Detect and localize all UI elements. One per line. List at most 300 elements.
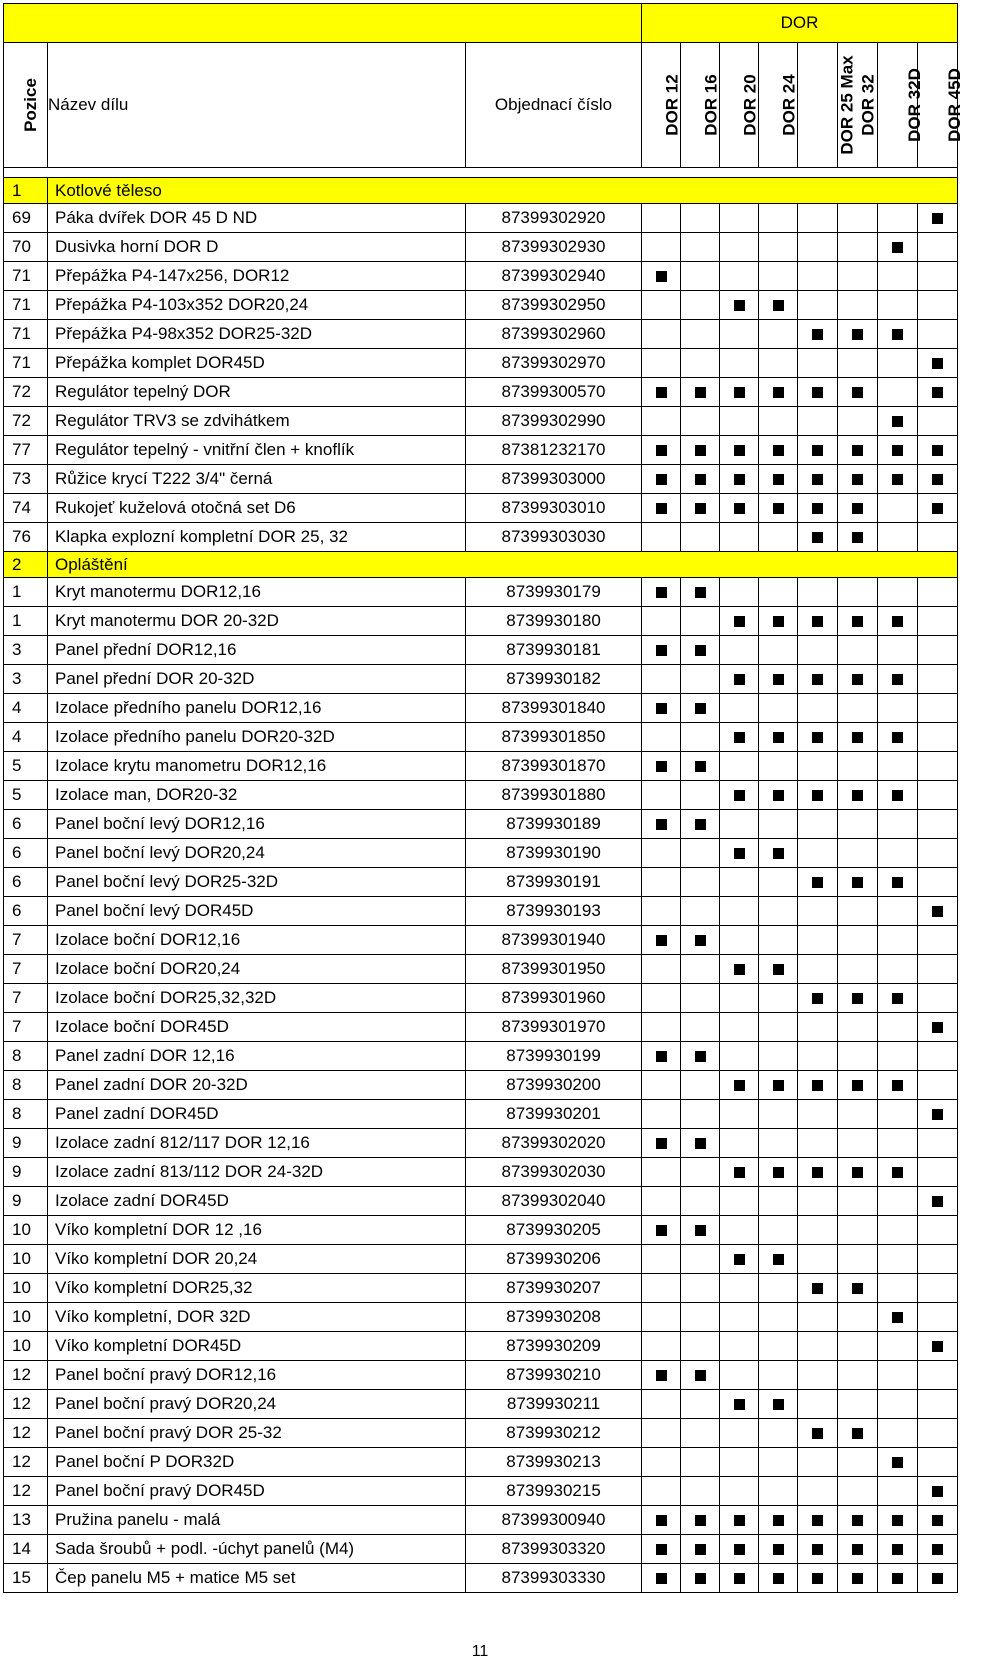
order-number-cell: 87399302040 xyxy=(466,1187,642,1216)
model-cell xyxy=(642,465,681,494)
position-cell: 7 xyxy=(4,984,48,1013)
model-cell xyxy=(838,1158,878,1187)
filled-square-icon xyxy=(812,732,823,743)
order-number-cell: 8739930212 xyxy=(466,1419,642,1448)
filled-square-icon xyxy=(892,1573,903,1584)
position-cell: 5 xyxy=(4,781,48,810)
model-cell xyxy=(642,1274,681,1303)
filled-square-icon xyxy=(892,1515,903,1526)
table-row xyxy=(4,1535,958,1564)
table-row xyxy=(4,723,958,752)
order-number-cell: 87399301950 xyxy=(466,955,642,984)
position-cell: 77 xyxy=(4,436,48,465)
model-cell xyxy=(798,1448,838,1477)
filled-square-icon xyxy=(656,271,667,282)
title-spacer xyxy=(4,4,642,43)
part-name-cell: Panel boční levý DOR45D xyxy=(48,897,466,926)
model-cell xyxy=(720,1448,759,1477)
filled-square-icon xyxy=(932,1341,943,1352)
model-cell xyxy=(681,1390,720,1419)
model-cell xyxy=(798,1100,838,1129)
model-cell xyxy=(878,1506,918,1535)
model-cell xyxy=(759,378,798,407)
model-cell xyxy=(918,868,958,897)
model-cell xyxy=(878,262,918,291)
order-number-cell: 87399301940 xyxy=(466,926,642,955)
position-cell: 71 xyxy=(4,349,48,378)
model-cell xyxy=(838,607,878,636)
order-number-cell: 87399300570 xyxy=(466,378,642,407)
order-number-cell: 8739930193 xyxy=(466,897,642,926)
model-cell xyxy=(918,523,958,552)
model-cell xyxy=(918,984,958,1013)
part-name-cell: Přepážka P4-98x352 DOR25-32D xyxy=(48,320,466,349)
model-cell xyxy=(838,926,878,955)
model-cell xyxy=(838,1535,878,1564)
position-cell: 71 xyxy=(4,262,48,291)
table-row xyxy=(4,1506,958,1535)
table-row xyxy=(4,1187,958,1216)
model-cell xyxy=(681,494,720,523)
model-cell xyxy=(759,204,798,233)
model-cell xyxy=(681,1245,720,1274)
filled-square-icon xyxy=(892,1167,903,1178)
model-cell xyxy=(681,1303,720,1332)
filled-square-icon xyxy=(852,387,863,398)
model-cell xyxy=(681,1216,720,1245)
position-cell: 12 xyxy=(4,1361,48,1390)
model-cell xyxy=(681,349,720,378)
filled-square-icon xyxy=(932,1573,943,1584)
model-cell xyxy=(878,494,918,523)
model-cell xyxy=(798,897,838,926)
table-row xyxy=(4,523,958,552)
model-cell xyxy=(798,320,838,349)
model-cell xyxy=(759,1506,798,1535)
filled-square-icon xyxy=(852,474,863,485)
order-number-cell: 8739930189 xyxy=(466,810,642,839)
filled-square-icon xyxy=(892,790,903,801)
model-cell xyxy=(798,955,838,984)
model-cell xyxy=(642,407,681,436)
model-cell xyxy=(838,1042,878,1071)
model-cell xyxy=(878,1245,918,1274)
order-number-cell: 8739930200 xyxy=(466,1071,642,1100)
filled-square-icon xyxy=(695,1573,706,1584)
position-cell: 72 xyxy=(4,378,48,407)
model-cell xyxy=(642,1419,681,1448)
model-cell xyxy=(759,320,798,349)
filled-square-icon xyxy=(656,474,667,485)
header-part-name: Název dílu xyxy=(48,43,466,168)
model-cell xyxy=(720,1071,759,1100)
filled-square-icon xyxy=(734,300,745,311)
part-name-cell: Izolace zadní 812/117 DOR 12,16 xyxy=(48,1129,466,1158)
model-cell xyxy=(878,1013,918,1042)
model-cell xyxy=(798,523,838,552)
filled-square-icon xyxy=(932,387,943,398)
filled-square-icon xyxy=(656,503,667,514)
model-cell xyxy=(798,839,838,868)
model-cell xyxy=(681,1100,720,1129)
position-cell: 4 xyxy=(4,723,48,752)
model-cell xyxy=(838,1564,878,1593)
model-cell xyxy=(642,1245,681,1274)
model-cell xyxy=(720,378,759,407)
model-cell xyxy=(798,1158,838,1187)
model-cell xyxy=(798,1303,838,1332)
model-cell xyxy=(838,665,878,694)
table-row xyxy=(4,1158,958,1187)
header-model-6: DOR 32 xyxy=(838,43,878,168)
order-number-cell: 87399302030 xyxy=(466,1158,642,1187)
model-cell xyxy=(759,233,798,262)
position-cell: 71 xyxy=(4,320,48,349)
model-cell xyxy=(759,636,798,665)
position-cell: 8 xyxy=(4,1100,48,1129)
model-cell xyxy=(642,378,681,407)
model-cell xyxy=(918,349,958,378)
filled-square-icon xyxy=(892,1544,903,1555)
table-row xyxy=(4,1419,958,1448)
position-cell: 7 xyxy=(4,955,48,984)
model-cell xyxy=(918,897,958,926)
model-cell xyxy=(720,436,759,465)
table-row xyxy=(4,781,958,810)
filled-square-icon xyxy=(852,790,863,801)
model-cell xyxy=(642,1448,681,1477)
filled-square-icon xyxy=(852,674,863,685)
order-number-cell: 8739930208 xyxy=(466,1303,642,1332)
model-cell xyxy=(642,233,681,262)
part-name-cell: Přepážka P4-103x352 DOR20,24 xyxy=(48,291,466,320)
table-row xyxy=(4,1216,958,1245)
filled-square-icon xyxy=(734,1544,745,1555)
table-row xyxy=(4,636,958,665)
model-cell xyxy=(838,1216,878,1245)
table-row xyxy=(4,1071,958,1100)
part-name-cell: Panel boční pravý DOR 25-32 xyxy=(48,1419,466,1448)
model-cell xyxy=(759,723,798,752)
model-cell xyxy=(918,1100,958,1129)
model-cell xyxy=(838,1303,878,1332)
filled-square-icon xyxy=(852,503,863,514)
model-cell xyxy=(838,1100,878,1129)
filled-square-icon xyxy=(695,819,706,830)
position-cell: 10 xyxy=(4,1274,48,1303)
model-cell xyxy=(681,1332,720,1361)
filled-square-icon xyxy=(695,474,706,485)
model-cell xyxy=(878,1071,918,1100)
part-name-cell: Víko kompletní DOR 12 ,16 xyxy=(48,1216,466,1245)
model-cell xyxy=(720,262,759,291)
part-name-cell: Izolace boční DOR12,16 xyxy=(48,926,466,955)
order-number-cell: 8739930205 xyxy=(466,1216,642,1245)
section-name: Kotlové těleso xyxy=(48,178,958,204)
position-cell: 10 xyxy=(4,1303,48,1332)
model-cell xyxy=(838,810,878,839)
model-cell xyxy=(918,407,958,436)
position-cell: 9 xyxy=(4,1129,48,1158)
model-cell xyxy=(720,694,759,723)
model-cell xyxy=(681,1535,720,1564)
model-cell xyxy=(878,1564,918,1593)
model-cell xyxy=(681,723,720,752)
model-cell xyxy=(798,636,838,665)
model-cell xyxy=(878,723,918,752)
filled-square-icon xyxy=(812,1428,823,1439)
model-cell xyxy=(720,1361,759,1390)
model-cell xyxy=(642,1187,681,1216)
position-cell: 3 xyxy=(4,665,48,694)
filled-square-icon xyxy=(656,819,667,830)
model-cell xyxy=(642,436,681,465)
model-cell xyxy=(681,233,720,262)
filled-square-icon xyxy=(695,445,706,456)
model-cell xyxy=(798,1042,838,1071)
model-cell xyxy=(642,984,681,1013)
model-cell xyxy=(720,407,759,436)
model-cell xyxy=(838,839,878,868)
model-cell xyxy=(759,1100,798,1129)
table-row xyxy=(4,1274,958,1303)
position-cell: 74 xyxy=(4,494,48,523)
model-cell xyxy=(878,378,918,407)
model-cell xyxy=(759,523,798,552)
table-row xyxy=(4,897,958,926)
model-cell xyxy=(681,955,720,984)
position-cell: 3 xyxy=(4,636,48,665)
model-cell xyxy=(759,607,798,636)
model-cell xyxy=(720,465,759,494)
model-cell xyxy=(838,1245,878,1274)
order-number-cell: 8739930179 xyxy=(466,578,642,607)
filled-square-icon xyxy=(892,329,903,340)
filled-square-icon xyxy=(734,732,745,743)
filled-square-icon xyxy=(852,993,863,1004)
model-cell xyxy=(720,1129,759,1158)
filled-square-icon xyxy=(812,1283,823,1294)
filled-square-icon xyxy=(812,474,823,485)
filled-square-icon xyxy=(892,1457,903,1468)
model-cell xyxy=(642,1477,681,1506)
part-name-cell: Izolace boční DOR25,32,32D xyxy=(48,984,466,1013)
filled-square-icon xyxy=(734,616,745,627)
model-cell xyxy=(878,1303,918,1332)
part-name-cell: Víko kompletní DOR25,32 xyxy=(48,1274,466,1303)
model-cell xyxy=(720,1274,759,1303)
model-cell xyxy=(681,810,720,839)
model-cell xyxy=(720,1506,759,1535)
model-cell xyxy=(759,1245,798,1274)
order-number-cell: 87399302940 xyxy=(466,262,642,291)
filled-square-icon xyxy=(932,474,943,485)
filled-square-icon xyxy=(852,1515,863,1526)
filled-square-icon xyxy=(773,1399,784,1410)
model-cell xyxy=(878,1187,918,1216)
model-cell xyxy=(642,1158,681,1187)
table-row xyxy=(4,955,958,984)
model-cell xyxy=(798,723,838,752)
model-cell xyxy=(838,349,878,378)
model-cell xyxy=(878,926,918,955)
order-number-cell: 8739930180 xyxy=(466,607,642,636)
filled-square-icon xyxy=(932,1196,943,1207)
filled-square-icon xyxy=(734,1254,745,1265)
filled-square-icon xyxy=(812,387,823,398)
model-cell xyxy=(759,1419,798,1448)
table-row xyxy=(4,407,958,436)
model-cell xyxy=(642,1071,681,1100)
filled-square-icon xyxy=(656,703,667,714)
order-number-cell: 87399303320 xyxy=(466,1535,642,1564)
table-row xyxy=(4,839,958,868)
model-cell xyxy=(720,1419,759,1448)
model-cell xyxy=(681,1448,720,1477)
filled-square-icon xyxy=(932,1544,943,1555)
model-cell xyxy=(838,1419,878,1448)
part-name-cell: Izolace krytu manometru DOR12,16 xyxy=(48,752,466,781)
part-name-cell: Panel boční levý DOR12,16 xyxy=(48,810,466,839)
model-cell xyxy=(838,1448,878,1477)
position-cell: 14 xyxy=(4,1535,48,1564)
order-number-cell: 87399300940 xyxy=(466,1506,642,1535)
header-gap xyxy=(4,168,958,178)
table-row xyxy=(4,1129,958,1158)
model-cell xyxy=(681,1187,720,1216)
part-name-cell: Izolace man, DOR20-32 xyxy=(48,781,466,810)
model-cell xyxy=(918,1013,958,1042)
position-cell: 8 xyxy=(4,1042,48,1071)
model-cell xyxy=(642,578,681,607)
model-cell xyxy=(759,1535,798,1564)
model-cell xyxy=(878,984,918,1013)
table-row xyxy=(4,926,958,955)
model-cell xyxy=(838,694,878,723)
model-cell xyxy=(642,1129,681,1158)
model-cell xyxy=(918,607,958,636)
model-cell xyxy=(838,955,878,984)
filled-square-icon xyxy=(892,1312,903,1323)
model-cell xyxy=(681,262,720,291)
part-name-cell: Páka dvířek DOR 45 D ND xyxy=(48,204,466,233)
model-cell xyxy=(838,636,878,665)
header-position: Pozice xyxy=(4,43,48,168)
filled-square-icon xyxy=(852,1080,863,1091)
order-number-cell: 87399302020 xyxy=(466,1129,642,1158)
order-number-cell: 8739930199 xyxy=(466,1042,642,1071)
filled-square-icon xyxy=(932,358,943,369)
model-cell xyxy=(798,436,838,465)
filled-square-icon xyxy=(773,445,784,456)
model-cell xyxy=(798,1274,838,1303)
position-cell: 5 xyxy=(4,752,48,781)
model-cell xyxy=(720,578,759,607)
filled-square-icon xyxy=(695,935,706,946)
parts-table xyxy=(3,3,964,1593)
model-cell xyxy=(681,1477,720,1506)
filled-square-icon xyxy=(932,1109,943,1120)
table-row xyxy=(4,349,958,378)
filled-square-icon xyxy=(656,1370,667,1381)
model-cell xyxy=(878,1535,918,1564)
model-cell xyxy=(759,1158,798,1187)
order-number-cell: 8739930211 xyxy=(466,1390,642,1419)
header-model-3: DOR 20 xyxy=(720,43,759,168)
filled-square-icon xyxy=(695,1515,706,1526)
model-cell xyxy=(918,291,958,320)
model-cell xyxy=(759,1564,798,1593)
filled-square-icon xyxy=(932,1486,943,1497)
model-cell xyxy=(878,407,918,436)
model-cell xyxy=(642,1013,681,1042)
model-cell xyxy=(642,1332,681,1361)
table-row xyxy=(4,1332,958,1361)
model-cell xyxy=(878,349,918,378)
order-number-cell: 8739930190 xyxy=(466,839,642,868)
part-name-cell: Regulátor tepelný DOR xyxy=(48,378,466,407)
model-cell xyxy=(878,1419,918,1448)
model-cell xyxy=(681,436,720,465)
model-cell xyxy=(878,1158,918,1187)
model-cell xyxy=(642,955,681,984)
table-row xyxy=(4,1100,958,1129)
model-cell xyxy=(878,752,918,781)
table-title: DOR xyxy=(642,4,958,43)
model-cell xyxy=(918,233,958,262)
table-row xyxy=(4,262,958,291)
model-cell xyxy=(642,320,681,349)
model-cell xyxy=(759,839,798,868)
model-cell xyxy=(838,291,878,320)
model-cell xyxy=(918,494,958,523)
filled-square-icon xyxy=(773,300,784,311)
filled-square-icon xyxy=(695,1051,706,1062)
filled-square-icon xyxy=(734,1399,745,1410)
model-cell xyxy=(918,465,958,494)
model-cell xyxy=(759,349,798,378)
filled-square-icon xyxy=(852,329,863,340)
model-cell xyxy=(759,494,798,523)
model-cell xyxy=(918,1477,958,1506)
model-cell xyxy=(798,291,838,320)
part-name-cell: Izolace boční DOR45D xyxy=(48,1013,466,1042)
position-cell: 70 xyxy=(4,233,48,262)
order-number-cell: 87399302970 xyxy=(466,349,642,378)
position-cell: 1 xyxy=(4,578,48,607)
table-row xyxy=(4,1477,958,1506)
model-cell xyxy=(642,897,681,926)
order-number-cell: 8739930182 xyxy=(466,665,642,694)
model-cell xyxy=(720,1477,759,1506)
filled-square-icon xyxy=(812,993,823,1004)
model-cell xyxy=(642,694,681,723)
model-cell xyxy=(642,665,681,694)
filled-square-icon xyxy=(656,1544,667,1555)
model-cell xyxy=(878,291,918,320)
table-row xyxy=(4,1390,958,1419)
filled-square-icon xyxy=(852,1283,863,1294)
order-number-cell: 8739930207 xyxy=(466,1274,642,1303)
order-number-cell: 87399303330 xyxy=(466,1564,642,1593)
model-cell xyxy=(759,1274,798,1303)
model-cell xyxy=(798,378,838,407)
position-cell: 8 xyxy=(4,1071,48,1100)
model-cell xyxy=(838,1361,878,1390)
model-cell xyxy=(838,1071,878,1100)
position-cell: 9 xyxy=(4,1187,48,1216)
model-cell xyxy=(838,1332,878,1361)
